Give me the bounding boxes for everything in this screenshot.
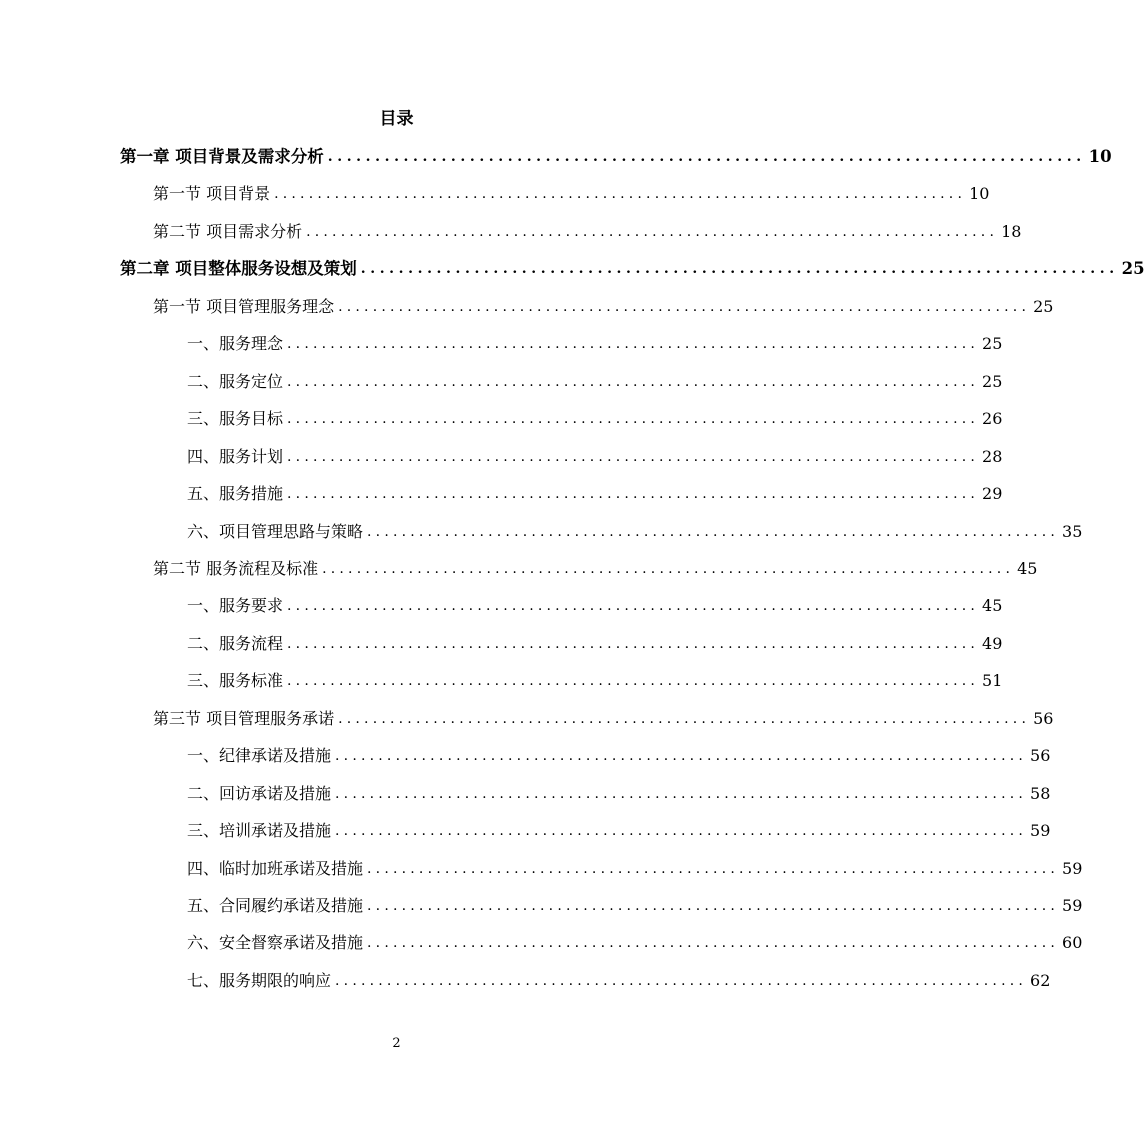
toc-dot-leader: ................................................................................	[335, 973, 1028, 989]
toc-entry[interactable]	[187, 743, 1051, 769]
toc-entry-label: 二、服务定位	[187, 372, 284, 391]
toc-entry-page: 59	[1030, 821, 1051, 840]
toc-entry[interactable]	[187, 968, 1051, 994]
toc-entry-label: 四、服务计划	[187, 447, 284, 466]
toc-entry-label: 三、服务标准	[187, 671, 284, 690]
toc-entry[interactable]	[187, 481, 1003, 507]
toc-entry[interactable]	[187, 930, 1083, 956]
toc-entry-label: 五、合同履约承诺及措施	[187, 896, 364, 915]
toc-entry-page: 10	[1088, 147, 1112, 166]
toc-entry[interactable]	[187, 818, 1051, 844]
toc-entry-label: 第二节 服务流程及标准	[153, 559, 319, 578]
toc-entry-page: 56	[1030, 746, 1051, 765]
toc-entry-label: 第二节 项目需求分析	[153, 222, 303, 241]
toc-entry-page: 56	[1033, 709, 1054, 728]
toc-entry-page: 45	[982, 596, 1003, 615]
toc-entry-label: 五、服务措施	[187, 484, 284, 503]
toc-dot-leader: ................................................................................	[287, 636, 980, 652]
toc-entry-page: 10	[969, 184, 990, 203]
toc-dot-leader: ................................................................................	[367, 935, 1060, 951]
toc-entry[interactable]	[187, 631, 1003, 657]
toc-entry[interactable]	[187, 593, 1003, 619]
page-number: 2	[392, 1036, 401, 1051]
toc-entry-label: 六、安全督察承诺及措施	[187, 933, 364, 952]
toc-entry-label: 第三节 项目管理服务承诺	[153, 709, 335, 728]
toc-entry-page: 59	[1062, 859, 1083, 878]
toc-entry[interactable]	[153, 181, 990, 207]
toc-entry-page: 35	[1062, 522, 1083, 541]
toc-entry-page: 25	[1033, 297, 1054, 316]
toc-entry-page: 18	[1001, 222, 1022, 241]
toc-dot-leader: ................................................................................	[338, 299, 1031, 315]
toc-entry-label: 二、服务流程	[187, 634, 284, 653]
toc-dot-leader: ................................................................................	[367, 861, 1060, 877]
toc-entry[interactable]	[187, 444, 1003, 470]
toc-title: 目录	[379, 109, 414, 129]
toc-dot-leader: ................................................................................	[287, 411, 980, 427]
toc-entry-page: 45	[1017, 559, 1038, 578]
toc-dot-leader: ................................................................................	[335, 823, 1028, 839]
toc-entry-label: 二、回访承诺及措施	[187, 784, 332, 803]
toc-dot-leader: ................................................................................	[287, 336, 980, 352]
toc-entry-page: 26	[982, 409, 1003, 428]
toc-entry-label: 一、服务要求	[187, 596, 284, 615]
toc-entry-page: 25	[982, 334, 1003, 353]
toc-entry[interactable]	[153, 219, 1022, 245]
toc-entry-page: 25	[982, 372, 1003, 391]
toc-entry-page: 25	[1121, 259, 1145, 278]
toc-entry[interactable]	[187, 856, 1083, 882]
toc-dot-leader: ................................................................................	[367, 898, 1060, 914]
toc-dot-leader: ................................................................................	[335, 786, 1028, 802]
toc-entry-label: 一、纪律承诺及措施	[187, 746, 332, 765]
toc-dot-leader: ................................................................................	[287, 598, 980, 614]
toc-entry-page: 29	[982, 484, 1003, 503]
toc-entry-page: 51	[982, 671, 1003, 690]
toc-entry[interactable]	[187, 781, 1051, 807]
toc-entry[interactable]	[153, 706, 1054, 732]
toc-entry-label: 三、培训承诺及措施	[187, 821, 332, 840]
toc-entry[interactable]	[187, 369, 1003, 395]
toc-entry-page: 49	[982, 634, 1003, 653]
toc-dot-leader: ................................................................................	[306, 224, 999, 240]
toc-entry-page: 28	[982, 447, 1003, 466]
toc-dot-leader: ................................................................................	[360, 261, 1119, 277]
toc-entry[interactable]	[187, 406, 1003, 432]
toc-dot-leader: ................................................................................	[338, 711, 1031, 727]
toc-entry[interactable]	[187, 668, 1003, 694]
toc-entry[interactable]	[187, 893, 1083, 919]
toc-dot-leader: ................................................................................	[367, 524, 1060, 540]
toc-dot-leader: ................................................................................	[335, 748, 1028, 764]
toc-dot-leader: ................................................................................	[274, 186, 967, 202]
toc-entry-label: 六、项目管理思路与策略	[187, 522, 364, 541]
toc-entry-label: 第一节 项目背景	[153, 184, 271, 203]
toc-entry-page: 58	[1030, 784, 1051, 803]
toc-entry[interactable]	[120, 256, 1145, 282]
toc-entry-label: 七、服务期限的响应	[187, 971, 332, 990]
toc-entry-label: 四、临时加班承诺及措施	[187, 859, 364, 878]
toc-dot-leader: ................................................................................	[287, 374, 980, 390]
toc-dot-leader: ................................................................................	[287, 673, 980, 689]
toc-entry-label: 第一章 项目背景及需求分析	[120, 147, 324, 166]
toc-entry-label: 第一节 项目管理服务理念	[153, 297, 335, 316]
toc-entry-page: 62	[1030, 971, 1051, 990]
toc-entry[interactable]	[153, 556, 1038, 582]
toc-dot-leader: ................................................................................	[287, 486, 980, 502]
toc-entry-page: 59	[1062, 896, 1083, 915]
toc-entry[interactable]	[120, 144, 1112, 170]
toc-dot-leader: ................................................................................	[322, 561, 1015, 577]
toc-entry[interactable]	[187, 519, 1083, 545]
toc-dot-leader: ................................................................................	[327, 149, 1086, 165]
toc-entry[interactable]	[187, 331, 1003, 357]
toc-entry-label: 一、服务理念	[187, 334, 284, 353]
toc-entry-page: 60	[1062, 933, 1083, 952]
toc-entry-label: 第二章 项目整体服务设想及策划	[120, 259, 357, 278]
toc-entry-label: 三、服务目标	[187, 409, 284, 428]
toc-dot-leader: ................................................................................	[287, 449, 980, 465]
toc-entry[interactable]	[153, 294, 1054, 320]
